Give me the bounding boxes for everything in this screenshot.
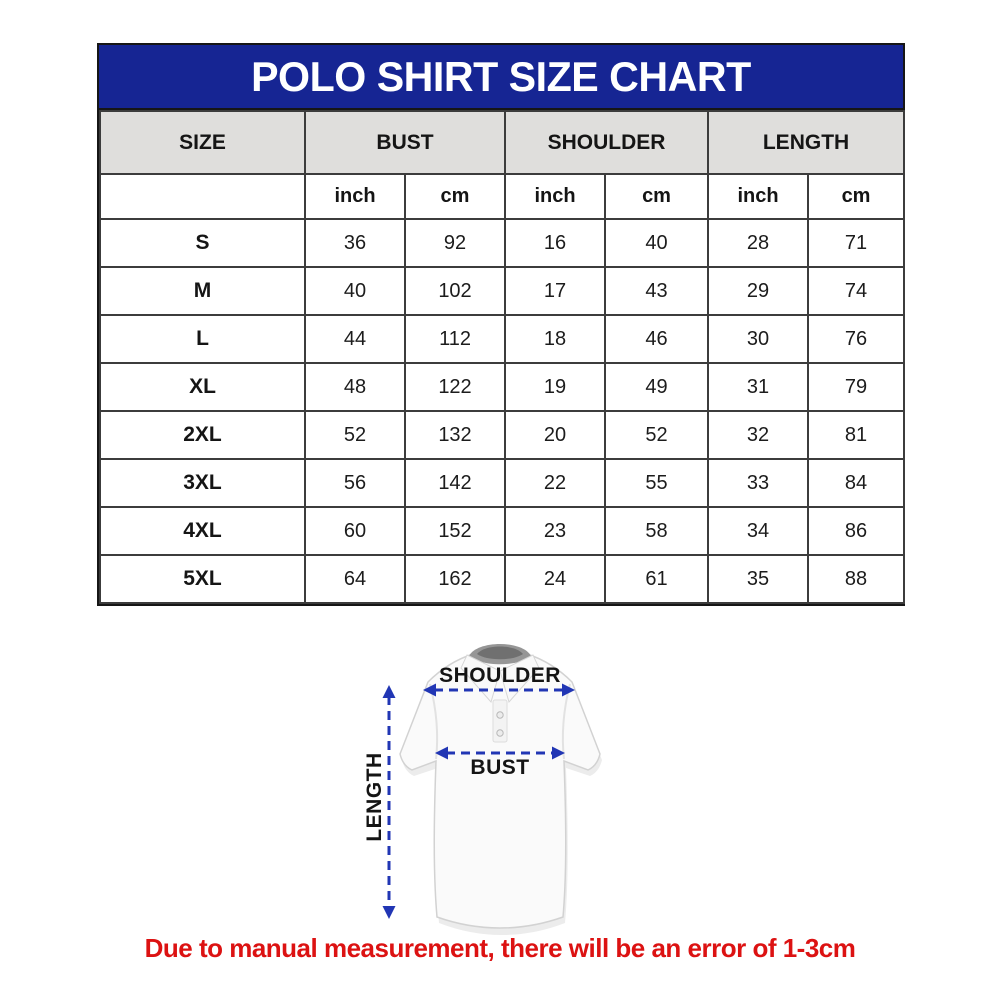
value-cell: 56 [305,459,405,507]
value-cell: 28 [708,219,808,267]
value-cell: 132 [405,411,505,459]
size-cell: L [100,315,305,363]
value-cell: 55 [605,459,708,507]
value-cell: 61 [605,555,708,603]
value-cell: 60 [305,507,405,555]
value-cell: 52 [305,411,405,459]
col-header-bust: BUST [305,111,505,174]
col-header-length: LENGTH [708,111,904,174]
page-title: POLO SHIRT SIZE CHART [251,52,751,100]
table-row-xl [100,363,904,411]
value-cell: 49 [605,363,708,411]
table-row-l [100,315,904,363]
value-cell: 74 [808,267,904,315]
value-cell: 18 [505,315,605,363]
size-chart-table [97,43,905,606]
value-cell: 48 [305,363,405,411]
value-cell: 23 [505,507,605,555]
value-cell: 17 [505,267,605,315]
value-cell: 46 [605,315,708,363]
value-cell: 20 [505,411,605,459]
value-cell: 40 [605,219,708,267]
table-row-4xl [100,507,904,555]
value-cell: 32 [708,411,808,459]
col-header-size: SIZE [100,111,305,174]
table-row-s [100,219,904,267]
value-cell: 29 [708,267,808,315]
value-cell: 31 [708,363,808,411]
col-header-shoulder: SHOULDER [505,111,708,174]
value-cell: 81 [808,411,904,459]
value-cell: 43 [605,267,708,315]
length-label: LENGTH [363,752,386,842]
size-cell: 4XL [100,507,305,555]
unit-header-shoulder-inch: inch [505,174,605,219]
measurement-diagram [330,628,670,946]
size-cell: 3XL [100,459,305,507]
value-cell: 33 [708,459,808,507]
table-row-3xl [100,459,904,507]
value-cell: 86 [808,507,904,555]
size-cell: 5XL [100,555,305,603]
button-bottom [497,730,503,736]
value-cell: 16 [505,219,605,267]
value-cell: 64 [305,555,405,603]
table-row-m [100,267,904,315]
table-row-2xl [100,411,904,459]
size-cell: XL [100,363,305,411]
value-cell: 88 [808,555,904,603]
bust-label: BUST [470,756,530,779]
unit-header-bust-cm: cm [405,174,505,219]
value-cell: 112 [405,315,505,363]
column-group-header-row [100,111,904,174]
value-cell: 24 [505,555,605,603]
value-cell: 44 [305,315,405,363]
polo-size-table [99,110,905,604]
size-cell: 2XL [100,411,305,459]
value-cell: 36 [305,219,405,267]
value-cell: 102 [405,267,505,315]
size-cell: M [100,267,305,315]
size-cell: S [100,219,305,267]
value-cell: 35 [708,555,808,603]
shoulder-label: SHOULDER [439,664,561,687]
value-cell: 58 [605,507,708,555]
value-cell: 40 [305,267,405,315]
value-cell: 34 [708,507,808,555]
unit-header-row [100,174,904,219]
measurement-disclaimer: Due to manual measurement, there will be an error of 1-3cm [144,933,856,963]
unit-header-length-inch: inch [708,174,808,219]
unit-header-shoulder-cm: cm [605,174,708,219]
value-cell: 92 [405,219,505,267]
value-cell: 84 [808,459,904,507]
value-cell: 79 [808,363,904,411]
value-cell: 122 [405,363,505,411]
value-cell: 152 [405,507,505,555]
unit-header-bust-inch: inch [305,174,405,219]
value-cell: 162 [405,555,505,603]
value-cell: 142 [405,459,505,507]
value-cell: 30 [708,315,808,363]
chart-title-banner [99,45,903,110]
unit-header-length-cm: cm [808,174,904,219]
table-row-5xl [100,555,904,603]
button-top [497,712,503,718]
value-cell: 76 [808,315,904,363]
unit-header-empty [100,174,305,219]
value-cell: 22 [505,459,605,507]
value-cell: 71 [808,219,904,267]
value-cell: 19 [505,363,605,411]
value-cell: 52 [605,411,708,459]
